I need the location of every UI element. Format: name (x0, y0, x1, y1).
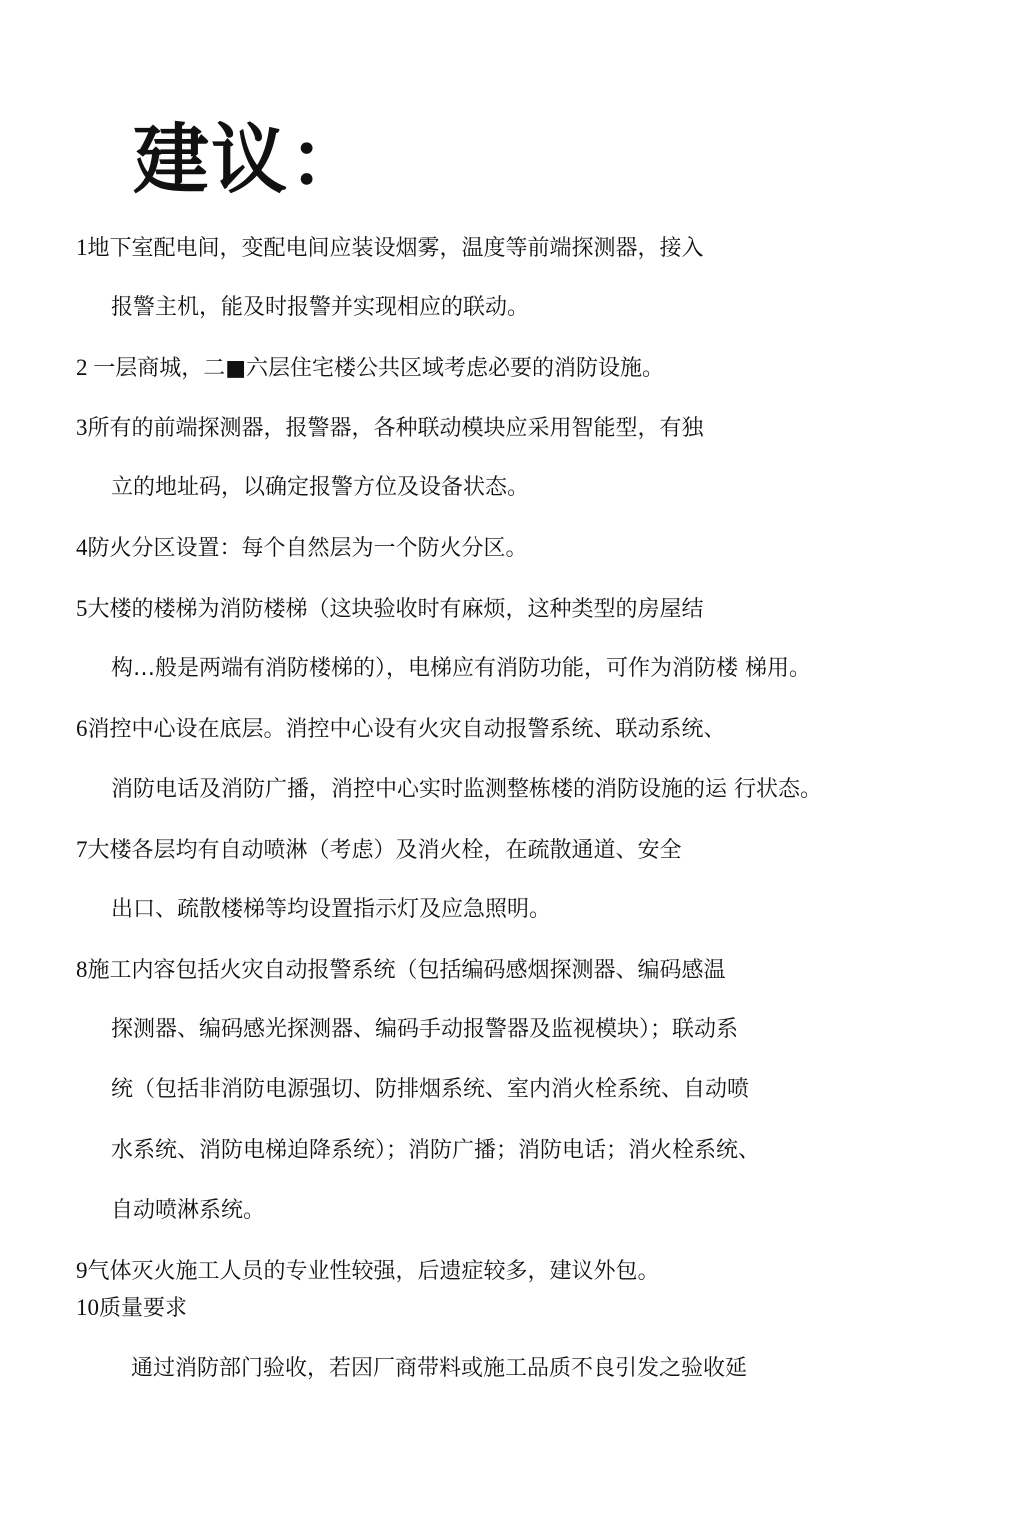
item-text: 大楼的楼梯为消防楼梯（这块验收时有麻烦，这种类型的房屋结 (87, 597, 704, 622)
item-text: 地下室配电间，变配电间应装设烟雾，温度等前端探测器，接入 (87, 236, 704, 261)
item-text: 所有的前端探测器，报警器，各种联动模块应采用智能型，有独 (87, 416, 704, 441)
list-item-8 (76, 955, 726, 986)
list-item-8-cont-1: 探测器、编码感光探测器、编码手动报警器及监视模块）；联动系 (111, 1017, 739, 1042)
page-title: 建议： (133, 115, 367, 204)
item-number: 10 (76, 1295, 99, 1320)
item-text: 防火分区设置：每个自然层为一个防火分区。 (87, 536, 528, 561)
item-text: 消控中心设在底层。消控中心设有火灾自动报警系统、联动系统、 (87, 717, 726, 742)
item-number: 3 (76, 415, 88, 440)
list-item-1 (76, 233, 704, 264)
list-item-7 (76, 835, 682, 866)
list-item-8-cont-4: 自动喷淋系统。 (111, 1198, 266, 1223)
list-item-4 (76, 533, 528, 564)
list-item-7-cont: 出口、疏散楼梯等均设置指示灯及应急照明。 (111, 897, 552, 922)
item-text: 大楼各层均有自动喷淋（考虑）及消火栓，在疏散通道、安全 (87, 838, 682, 863)
list-item-3 (76, 413, 704, 444)
list-item-5 (76, 594, 704, 625)
list-item-10 (76, 1293, 187, 1324)
item-number: 9 (76, 1258, 88, 1283)
item-number: 1 (76, 235, 88, 260)
list-item-8-cont-3: 水系统、消防电梯迫降系统）；消防广播；消防电话；消火栓系统、 (111, 1138, 761, 1163)
item-number: 7 (76, 837, 88, 862)
list-item-6 (76, 714, 726, 745)
item-text: 一层商城，二■六层住宅楼公共区域考虑必要的消防设施。 (93, 356, 665, 381)
list-item-6-cont: 消防电话及消防广播，消控中心实时监测整栋楼的消防设施的运 行状态。 (111, 777, 822, 802)
item-text: 气体灭火施工人员的专业性较强，后遗症较多，建议外包。 (87, 1259, 660, 1284)
list-item-9 (76, 1256, 660, 1287)
list-item-10-body: 通过消防部门验收，若因厂商带料或施工品质不良引发之验收延 (131, 1356, 748, 1381)
list-item-8-cont-2: 统（包括非消防电源强切、防排烟系统、室内消火栓系统、自动喷 (111, 1077, 750, 1102)
list-item-3-cont: 立的地址码，以确定报警方位及设备状态。 (111, 475, 530, 500)
list-item-1-cont: 报警主机，能及时报警并实现相应的联动。 (111, 295, 530, 320)
item-text: 施工内容包括火灾自动报警系统（包括编码感烟探测器、编码感温 (87, 958, 726, 983)
item-number: 2 (76, 355, 94, 380)
list-item-2 (76, 353, 664, 384)
item-number: 8 (76, 957, 88, 982)
item-number: 5 (76, 596, 88, 621)
item-number: 4 (76, 535, 88, 560)
item-text: 质量要求 (99, 1296, 188, 1321)
item-number: 6 (76, 716, 88, 741)
list-item-5-cont: 构…般是两端有消防楼梯的），电梯应有消防功能，可作为消防楼 梯用。 (111, 656, 811, 681)
